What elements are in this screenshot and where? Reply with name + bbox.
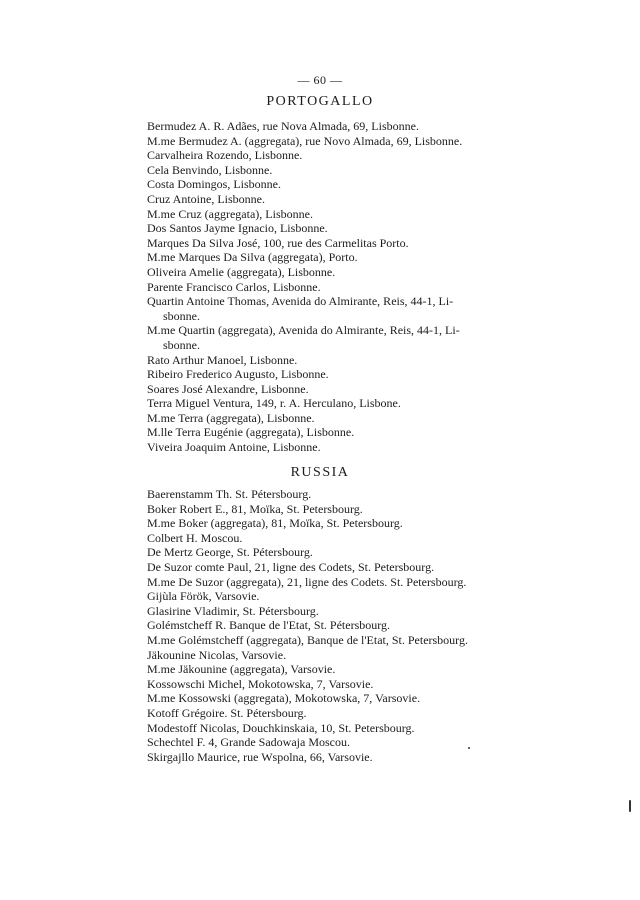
- list-entry: M.me Kossowski (aggregata), Mokotowska, 7, Varsovie.: [147, 691, 421, 706]
- list-entry: M.me Jäkounine (aggregata), Varsovie.: [147, 662, 336, 677]
- list-entry: Glasirine Vladimir, St. Pétersbourg.: [147, 603, 319, 618]
- list-entry: Gijùla Förök, Varsovie.: [147, 589, 260, 604]
- list-entry: Viveira Joaquim Antoine, Lisbonne.: [147, 440, 321, 455]
- list-entry: Rato Arthur Manoel, Lisbonne.: [147, 352, 298, 367]
- section-title-russia: RUSSIA: [290, 465, 350, 480]
- list-entry: Bermudez A. R. Adães, rue Nova Almada, 69, Lisbonne.: [147, 119, 419, 133]
- list-entry: [147, 294, 547, 323]
- scan-speck: [629, 800, 631, 812]
- entry-line: Quartin Antoine Thomas, Avenida do Almirante, Reis, 44-1, Li-: [147, 294, 454, 309]
- list-entry: Golémstcheff R. Banque de l'Etat, St. Pétersbourg.: [147, 618, 391, 633]
- list-entry: Soares José Alexandre, Lisbonne.: [147, 381, 309, 396]
- portogallo-entry-list: [147, 119, 547, 455]
- list-entry: Parente Francisco Carlos, Lisbonne.: [147, 279, 321, 294]
- list-entry: M.me Cruz (aggregata), Lisbonne.: [147, 206, 313, 221]
- entry-continuation: sbonne.: [163, 337, 200, 352]
- list-entry: M.me Bermudez A. (aggregata), rue Novo Almada, 69, Lisbonne.: [147, 133, 463, 148]
- russia-entry-list: [147, 487, 547, 764]
- list-entry: [147, 323, 547, 352]
- entry-line: M.me Quartin (aggregata), Avenida do Almirante, Reis, 44-1, Li-: [147, 323, 460, 338]
- list-entry: Carvalheira Rozendo, Lisbonne.: [147, 148, 303, 163]
- list-entry: Boker Robert E., 81, Moïka, St. Petersbourg.: [147, 501, 363, 516]
- list-entry: Jäkounine Nicolas, Varsovie.: [147, 647, 287, 662]
- list-entry: M.me Terra (aggregata), Lisbonne.: [147, 410, 315, 425]
- section-title-portogallo: PORTOGALLO: [266, 94, 374, 109]
- list-entry: M.me Marques Da Silva (aggregata), Porto.: [147, 250, 358, 265]
- list-entry: Schechtel F. 4, Grande Sadowaja Moscou.: [147, 735, 350, 750]
- list-entry: Terra Miguel Ventura, 149, r. A. Herculano, Lisbone.: [147, 396, 401, 411]
- list-entry: M.me Boker (aggregata), 81, Moïka, St. Petersbourg.: [147, 516, 403, 531]
- list-entry: Dos Santos Jayme Ignacio, Lisbonne.: [147, 221, 328, 236]
- list-entry: Colbert H. Moscou.: [147, 530, 243, 545]
- list-entry: Modestoff Nicolas, Douchkinskaia, 10, St. Petersbourg.: [147, 720, 415, 735]
- list-entry: De Suzor comte Paul, 21, ligne des Codets, St. Petersbourg.: [147, 559, 435, 574]
- list-entry: M.me De Suzor (aggregata), 21, ligne des Codets. St. Petersbourg.: [147, 574, 467, 589]
- list-entry: Kotoff Grégoire. St. Pétersbourg.: [147, 705, 307, 720]
- scan-speck: [468, 747, 470, 749]
- list-entry: Kossowschi Michel, Mokotowska, 7, Varsovie.: [147, 676, 374, 691]
- page-number: — 60 —: [297, 73, 343, 87]
- list-entry: Cela Benvindo, Lisbonne.: [147, 162, 273, 177]
- list-entry: Oliveira Amelie (aggregata), Lisbonne.: [147, 264, 336, 279]
- list-entry: Costa Domingos, Lisbonne.: [147, 177, 281, 192]
- list-entry: De Mertz George, St. Pétersbourg.: [147, 545, 313, 560]
- list-entry: M.lle Terra Eugénie (aggregata), Lisbonne.: [147, 425, 355, 440]
- list-entry: M.me Golémstcheff (aggregata), Banque de l'Etat, St. Petersbourg.: [147, 632, 468, 647]
- list-entry: Marques Da Silva José, 100, rue des Carmelitas Porto.: [147, 235, 409, 250]
- entry-continuation: sbonne.: [163, 308, 200, 323]
- list-entry: Ribeiro Frederico Augusto, Lisbonne.: [147, 367, 329, 382]
- list-entry: Cruz Antoine, Lisbonne.: [147, 191, 265, 206]
- list-entry: Skirgajllo Maurice, rue Wspolna, 66, Varsovie.: [147, 749, 373, 764]
- list-entry: Baerenstamm Th. St. Pétersbourg.: [147, 487, 312, 501]
